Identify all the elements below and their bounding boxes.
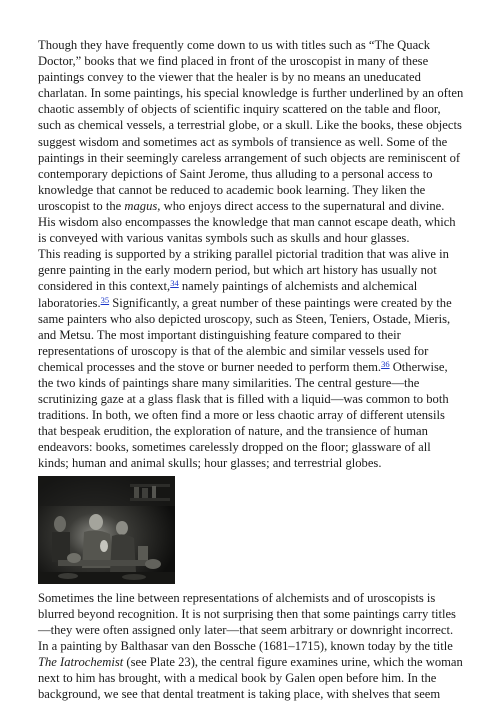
text-run: namely paintings of alchemists and alchemical laboratories. <box>38 279 418 310</box>
painting-image <box>38 476 175 584</box>
footnote-link-34[interactable]: 34 <box>170 278 179 289</box>
italic-title-iatrochemist: The Iatrochemist <box>38 654 124 669</box>
text-run: Otherwise, the two kinds of paintings share many similarities. The central gesture—the scrutinizing gaze at a glass flask that is filled with a liquid—was common to both traditions. In both, we often find a more or less chaotic array of different utensils that bespeak erudition, the exploration of nature, and the transience of human endeavors: books, sometimes carelessly dropped on the floor; glassware of all kinds; human and animal skulls; hour glasses; and terrestrial globes. <box>38 359 449 471</box>
document-page <box>38 37 464 702</box>
text-run: Though they have frequently come down to us with titles such as “The Quack Doctor,” books that we find placed in front of the uroscopist in many of these paintings convey to the viewer that the healer is by no means an uneducated charlatan. In some paintings, his special knowledge is further underlined by an often chaotic assembly of objects of scientific inquiry scattered on the table and floor, such as chemical vessels, a terrestrial globe, or a skull. Like the books, these objects suggest wisdom and sometimes act as symbols of transience as well. Some of the paintings in their seemingly careless arrangement of such objects are reminiscent of contemporary depictions of Saint Jerome, thus alluding to a personal access to knowledge that cannot be reduced to academic book learning. They liken the uroscopist to the <box>38 38 464 213</box>
text-run: This reading is supported by a striking parallel pictorial tradition that was alive in genre painting in the early modern period, but which art history has usually not considered in this context, <box>38 247 449 294</box>
text-run: Sometimes the line between representations of alchemists and of uroscopists is blurred beyond recognition. It is not surprising then that some paintings carry titles —they were often assigned only later—that seem arbitrary or downright incorrect. In a painting by Balthasar van den Bossche (1681–1715), known today by the title <box>38 590 456 653</box>
text-run: Significantly, a great number of these paintings were created by the same painters who also depicted uroscopy, such as Steen, Teniers, Ostade, Mieris, and Metsu. The most important distinguishing feature compared to their representations of uroscopy is that of the alembic and similar vessels used for chemical processes and the stove or burner needed to perform them. <box>38 295 452 374</box>
text-run: , who enjoys direct access to the supernatural and divine. His wisdom also encompasses the knowledge that man cannot escape death, which is conveyed with various vanitas symbols such as skulls and hour glasses. <box>38 198 456 246</box>
footnote-link-35[interactable]: 35 <box>100 294 110 305</box>
footnote-link-36[interactable]: 36 <box>381 358 390 369</box>
paragraph-quack-doctor <box>38 37 464 246</box>
text-run: (see Plate 23), the central figure examines urine, which the woman next to him has brought, with a medical book by Galen open before him. In the background, we see that dental treatment is taking place, with shelves that seem <box>38 654 463 702</box>
paragraph-alchemists <box>38 246 464 471</box>
italic-term-magus: magus <box>124 198 158 213</box>
paragraph-iatrochemist <box>38 590 464 703</box>
painting-thumbnail <box>38 476 175 584</box>
